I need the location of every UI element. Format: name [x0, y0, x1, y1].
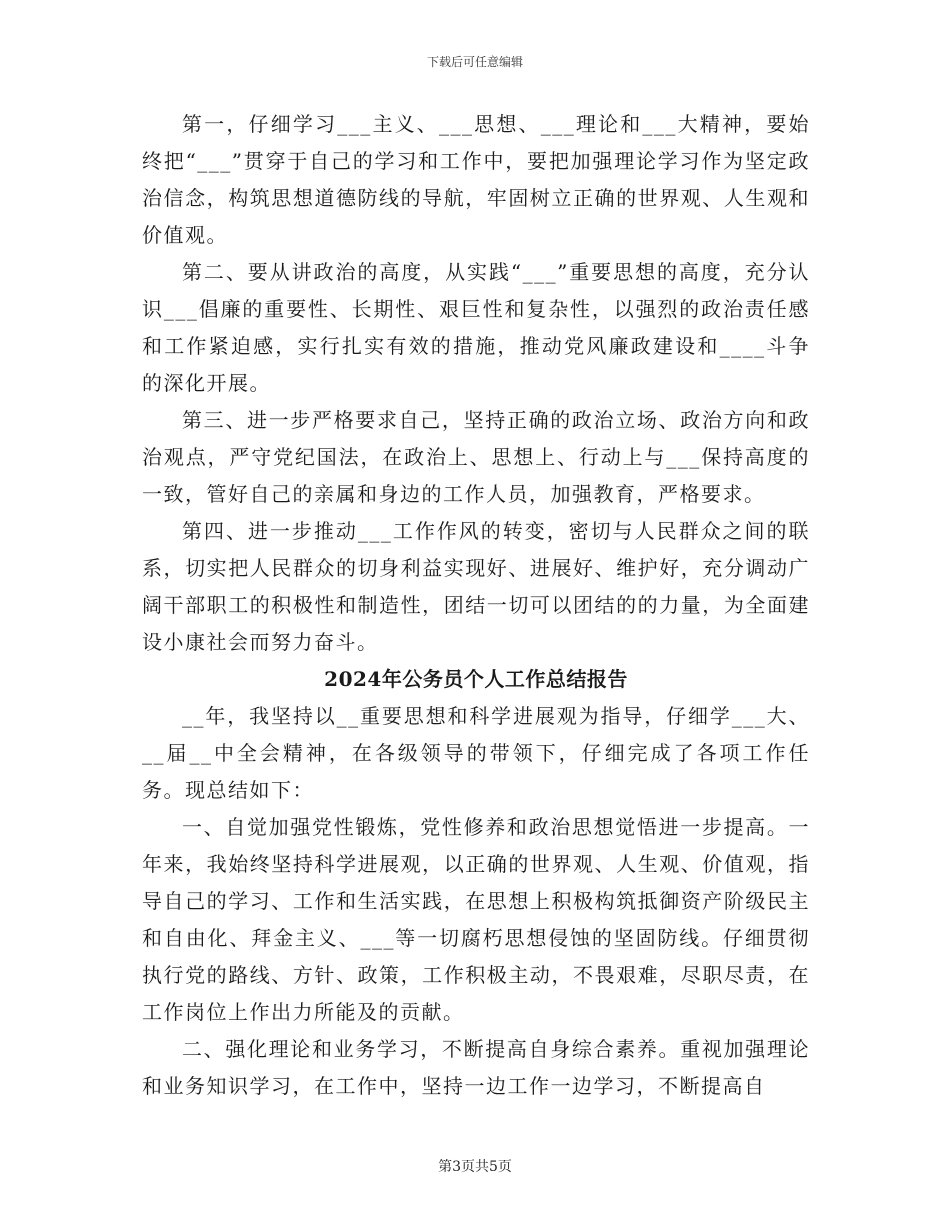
document-body — [142, 106, 810, 1105]
page-footer: 第3页共5页 — [438, 1159, 512, 1175]
paragraph-3: 第三、进一步严格要求自己，坚持正确的政治立场、政治方向和政治观点，严守党纪国法，在政治上、思想上、行动上与___保持高度的一致，管好自己的亲属和身边的工作人员，加强教育，严格要求。 — [142, 408, 810, 506]
page-header: 下载后可任意编辑 — [426, 55, 523, 69]
paragraph-5: __年，我坚持以__重要思想和科学进展观为指导，仔细学___大、__届__中全会精神，在各级领导的带领下，仔细完成了各项工作任务。现总结如下： — [142, 704, 810, 802]
paragraph-4: 第四、进一步推动___工作作风的转变，密切与人民群众之间的联系，切实把人民群众的切身利益实现好、进展好、维护好，充分调动广阔干部职工的积极性和制造性，团结一切可以团结的的力量，为全面建设小康社会而努力奋斗。 — [142, 519, 810, 654]
paragraph-6: 一、自觉加强党性锻炼，党性修养和政治思想觉悟进一步提高。一年来，我始终坚持科学进展观，以正确的世界观、人生观、价值观，指导自己的学习、工作和生活实践，在思想上积极构筑抵御资产阶级民主和自由化、拜金主义、___等一切腐朽思想侵蚀的坚固防线。仔细贯彻执行党的路线、方针、政策，工作积极主动，不畏艰难，尽职尽责，在工作岗位上作出力所能及的贡献。 — [142, 815, 810, 1024]
section-title: 2024年公务员个人工作总结报告 — [324, 667, 628, 691]
paragraph-2: 第二、要从讲政治的高度，从实践“___”重要思想的高度，充分认识___倡廉的重要性、长期性、艰巨性和复杂性，以强烈的政治责任感和工作紧迫感，实行扎实有效的措施，推动党风廉政建设和____斗争的深化开展。 — [142, 260, 810, 395]
paragraph-1: 第一，仔细学习___主义、___思想、___理论和___大精神，要始终把“___”贯穿于自己的学习和工作中，要把加强理论学习作为坚定政治信念，构筑思想道德防线的导航，牢固树立正确的世界观、人生观和价值观。 — [142, 112, 810, 247]
paragraph-7: 二、强化理论和业务学习，不断提高自身综合素养。重视加强理论和业务知识学习，在工作中，坚持一边工作一边学习，不断提高自 — [142, 1037, 810, 1098]
